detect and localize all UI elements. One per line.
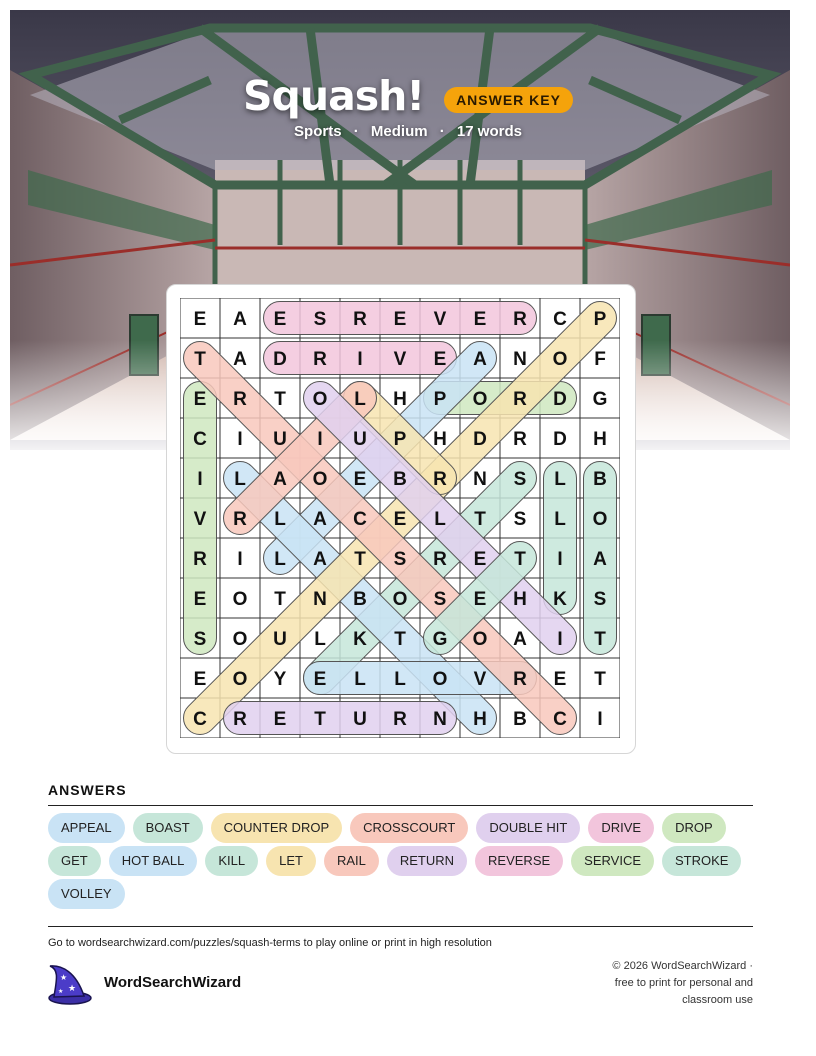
grid-letter: L — [354, 389, 366, 410]
grid-letter: I — [317, 429, 323, 450]
answer-chip: BOAST — [133, 813, 203, 843]
grid-letter: I — [357, 349, 363, 370]
grid-letter: N — [473, 469, 487, 490]
grid-letter: S — [313, 309, 327, 330]
grid-letter: T — [354, 549, 366, 570]
grid-letter: D — [473, 429, 487, 450]
grid-letter: C — [553, 709, 567, 730]
grid-letter: L — [394, 669, 406, 690]
grid-letter: A — [233, 349, 247, 370]
grid-letter: P — [393, 429, 407, 450]
copyright-line: free to print for personal and — [614, 977, 753, 989]
grid-letter: B — [353, 589, 367, 610]
meta-word-count: 17 words — [456, 123, 522, 140]
grid-letter: I — [557, 629, 563, 650]
page-title: Squash! — [243, 72, 425, 120]
answer-chip: HOT BALL — [109, 846, 198, 876]
grid-letter: T — [314, 709, 326, 730]
grid-letter: A — [233, 309, 247, 330]
grid-letter: T — [474, 509, 486, 530]
grid-letter: A — [593, 549, 607, 570]
grid-letter: L — [314, 629, 326, 650]
grid-letter: V — [473, 669, 487, 690]
grid-letter: H — [473, 709, 487, 730]
grid-letter: H — [513, 589, 527, 610]
grid-letter: U — [353, 709, 367, 730]
title-row — [0, 72, 816, 120]
grid-letter: E — [353, 469, 367, 490]
grid-letter: A — [473, 349, 487, 370]
grid-letter: T — [194, 349, 206, 370]
grid-letter: C — [353, 509, 367, 530]
grid-letter: V — [433, 309, 447, 330]
grid-letter: S — [433, 589, 447, 610]
grid-letter: P — [433, 389, 447, 410]
word-search-grid — [180, 298, 620, 738]
grid-letter: Y — [273, 669, 287, 690]
grid-letter: C — [193, 709, 207, 730]
grid-letter: E — [473, 549, 487, 570]
word-highlight — [224, 702, 457, 735]
grid-letter: D — [553, 389, 567, 410]
grid-letter: E — [393, 309, 407, 330]
grid-letter: A — [513, 629, 527, 650]
grid-letter: R — [233, 509, 247, 530]
grid-letter: T — [274, 389, 286, 410]
grid-letter: P — [593, 309, 607, 330]
grid-letter: L — [554, 509, 566, 530]
answer-chip: SERVICE — [571, 846, 654, 876]
grid-letter: T — [394, 629, 406, 650]
answers-list — [48, 813, 768, 912]
copyright-note — [553, 958, 753, 1009]
grid-letter: E — [553, 669, 567, 690]
grid-letter: R — [513, 389, 527, 410]
answer-chip: COUNTER DROP — [211, 813, 342, 843]
answer-chip: DOUBLE HIT — [476, 813, 580, 843]
grid-letter: R — [193, 549, 207, 570]
grid-letter: V — [193, 509, 207, 530]
answer-chip: GET — [48, 846, 101, 876]
grid-letter: O — [232, 629, 248, 650]
grid-letter: O — [392, 589, 408, 610]
grid-letter: F — [594, 349, 606, 370]
meta-difficulty: Medium — [370, 123, 428, 140]
grid-letter: R — [433, 549, 447, 570]
grid-letter: R — [233, 709, 247, 730]
grid-letter: R — [513, 429, 527, 450]
grid-letter: C — [553, 309, 567, 330]
grid-letter: E — [473, 589, 487, 610]
grid-letter: D — [273, 349, 287, 370]
grid-letter: R — [433, 469, 447, 490]
grid-letter: H — [393, 389, 407, 410]
grid-letter: E — [273, 709, 287, 730]
divider — [48, 926, 753, 927]
grid-letter: E — [193, 589, 207, 610]
grid-letter: R — [513, 669, 527, 690]
answer-chip: RETURN — [387, 846, 467, 876]
meta-separator: · — [439, 123, 445, 140]
wizard-hat-icon — [46, 962, 92, 1006]
grid-letter: R — [313, 349, 327, 370]
answer-chip: STROKE — [662, 846, 741, 876]
grid-letter: O — [472, 389, 488, 410]
grid-letter: R — [513, 309, 527, 330]
grid-letter: R — [233, 389, 247, 410]
svg-text:★: ★ — [60, 973, 68, 982]
copyright-line: © 2026 WordSearchWizard · — [612, 960, 753, 972]
svg-text:★: ★ — [68, 984, 77, 994]
grid-letter: G — [432, 629, 448, 650]
grid-letter: O — [232, 589, 248, 610]
answer-chip: RAIL — [324, 846, 379, 876]
grid-letter: S — [513, 509, 527, 530]
grid-letter: V — [393, 349, 407, 370]
answer-chip: DROP — [662, 813, 726, 843]
grid-letter: U — [273, 429, 287, 450]
svg-text:★: ★ — [58, 988, 64, 995]
grid-letter: E — [273, 309, 287, 330]
grid-letter: E — [193, 389, 207, 410]
grid-letter: I — [557, 549, 563, 570]
grid-letter: K — [353, 629, 367, 650]
grid-letter: A — [273, 469, 287, 490]
grid-letter: I — [237, 549, 243, 570]
meta-separator: · — [353, 123, 359, 140]
grid-letter: L — [554, 469, 566, 490]
grid-letter: E — [433, 349, 447, 370]
grid-letter: S — [513, 469, 527, 490]
grid-letter: R — [353, 309, 367, 330]
answer-key-badge: ANSWER KEY — [444, 87, 573, 113]
grid-letter: E — [313, 669, 327, 690]
grid-letter: D — [553, 429, 567, 450]
grid-letter: T — [594, 669, 606, 690]
grid-letter: E — [193, 669, 207, 690]
meta-category: Sports — [294, 123, 342, 140]
grid-letter: B — [513, 709, 527, 730]
grid-letter: O — [312, 469, 328, 490]
copyright-line: classroom use — [682, 994, 753, 1006]
grid-letter: T — [514, 549, 526, 570]
grid-letter: E — [393, 509, 407, 530]
grid-letter: A — [313, 549, 327, 570]
grid-letter: C — [193, 429, 207, 450]
grid-letter: N — [433, 709, 447, 730]
grid-letter: L — [274, 549, 286, 570]
grid-letter: H — [433, 429, 447, 450]
grid-letter: O — [312, 389, 328, 410]
grid-letter: T — [274, 589, 286, 610]
answers-heading: ANSWERS — [48, 782, 127, 798]
grid-letter: O — [432, 669, 448, 690]
grid-letter: B — [393, 469, 407, 490]
grid-letter: S — [593, 589, 607, 610]
answer-chip: CROSSCOURT — [350, 813, 468, 843]
grid-letter: B — [593, 469, 607, 490]
grid-letter: R — [393, 709, 407, 730]
answer-chip: KILL — [205, 846, 258, 876]
grid-letter: N — [513, 349, 527, 370]
grid-letter: S — [393, 549, 407, 570]
divider — [48, 805, 753, 806]
puzzle-meta — [0, 123, 816, 140]
grid-letter: L — [354, 669, 366, 690]
grid-letter: I — [197, 469, 203, 490]
grid-letter: L — [434, 509, 446, 530]
online-play-note: Go to wordsearchwizard.com/puzzles/squash-terms to play online or print in high resolution — [48, 937, 492, 949]
grid-letter: E — [193, 309, 207, 330]
grid-letter: A — [313, 509, 327, 530]
grid-letter: H — [593, 429, 607, 450]
grid-letter: L — [274, 509, 286, 530]
grid-letter: T — [594, 629, 606, 650]
brand-name: WordSearchWizard — [104, 974, 242, 991]
grid-letter: U — [273, 629, 287, 650]
answer-chip: VOLLEY — [48, 879, 125, 909]
grid-letter: N — [313, 589, 327, 610]
grid-letter: I — [237, 429, 243, 450]
grid-letter: S — [193, 629, 207, 650]
answer-chip: REVERSE — [475, 846, 563, 876]
answer-chip: DRIVE — [588, 813, 654, 843]
grid-letter: K — [553, 589, 567, 610]
answer-chip: LET — [266, 846, 316, 876]
grid-letter: L — [234, 469, 246, 490]
grid-letter: O — [472, 629, 488, 650]
grid-letter: E — [473, 309, 487, 330]
grid-letter: O — [552, 349, 568, 370]
grid-letter: O — [592, 509, 608, 530]
grid-letter: I — [597, 709, 603, 730]
grid-letter: G — [592, 389, 608, 410]
grid-letter: O — [232, 669, 248, 690]
answer-chip: APPEAL — [48, 813, 125, 843]
grid-letter: U — [353, 429, 367, 450]
